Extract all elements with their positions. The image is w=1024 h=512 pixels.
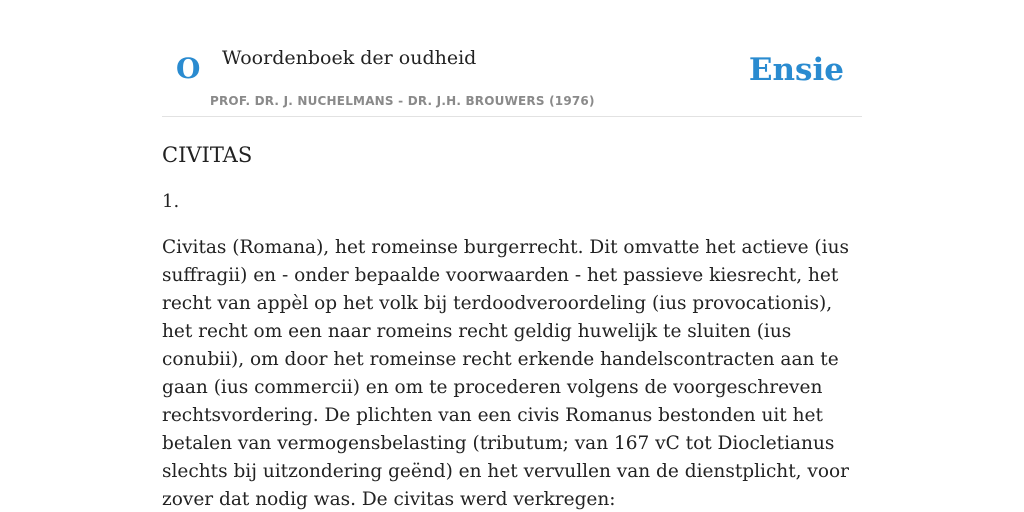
book-logo-letter[interactable]: O xyxy=(176,52,201,85)
entry-title: CIVITAS xyxy=(162,143,253,167)
entry-article xyxy=(162,140,862,512)
book-title-link[interactable]: Woordenboek der oudheid xyxy=(222,47,477,69)
site-header xyxy=(162,0,862,117)
brand-logo[interactable]: Ensie xyxy=(748,52,844,88)
entry-number: 1. xyxy=(162,191,180,212)
entry-body-text: Civitas (Romana), het romeinse burgerrecht. Dit omvatte het actieve (ius suffragii) en - onder bepaalde voorwaarden - het passieve kiesrecht, het recht van appèl op het volk bij terdoodveroordeling (ius provocationis), het recht om een naar romeins recht geldig huwelijk te sluiten (ius conubii), om door het romeinse recht erkende handelscontracten aan te gaan (ius commercii) en om te procederen volgens de voorgeschreven rechtsvordering. De plichten van een civis Romanus bestonden uit het betalen van vermogensbelasting (tributum; van 167 vC tot Diocletianus slechts bij uitzondering geënd) en het vervullen van de dienstplicht, voor zover dat nodig was. De civitas werd verkregen: xyxy=(162,237,849,510)
book-authors: PROF. DR. J. NUCHELMANS - DR. J.H. BROUWERS (1976) xyxy=(210,94,595,108)
